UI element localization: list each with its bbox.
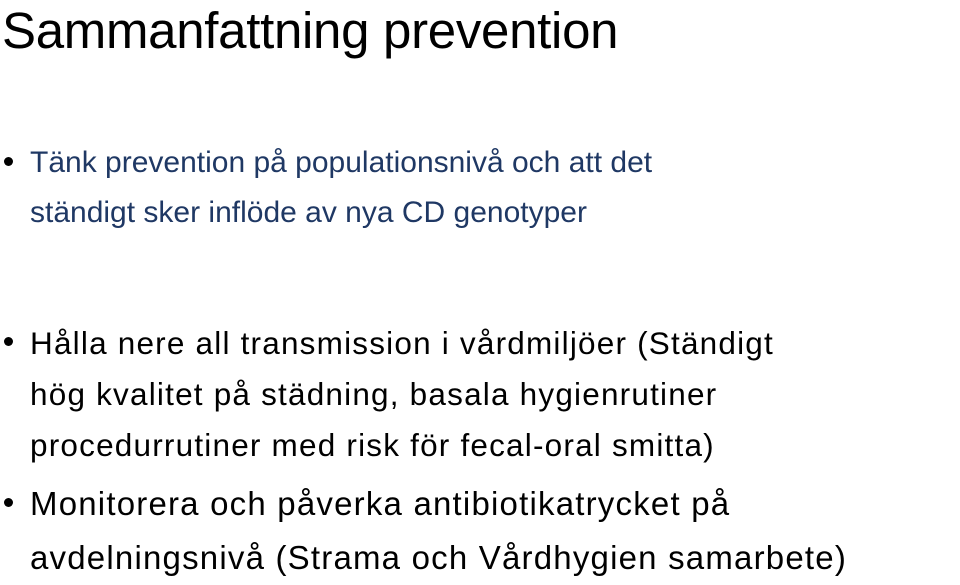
bullet-text: Hålla nere all transmission i vårdmiljöer (Ständigt hög kvalitet på städning, basala hygienrutiner procedurrutiner med risk för fecal-oral smitta) [30, 325, 774, 463]
bullet-text: Tänk prevention på populationsnivå och att det ständigt sker inflöde av nya CD genotyper [30, 146, 653, 229]
bullet-dot-icon [4, 498, 13, 507]
slide-title: Sammanfattning prevention [2, 2, 619, 59]
bullet-dot-icon [4, 157, 13, 166]
bullet-dot-icon [4, 337, 13, 346]
bullet-text: Monitorera och påverka antibiotikatrycket på avdelningsnivå (Strama och Vårdhygien samarbete) [30, 485, 848, 576]
